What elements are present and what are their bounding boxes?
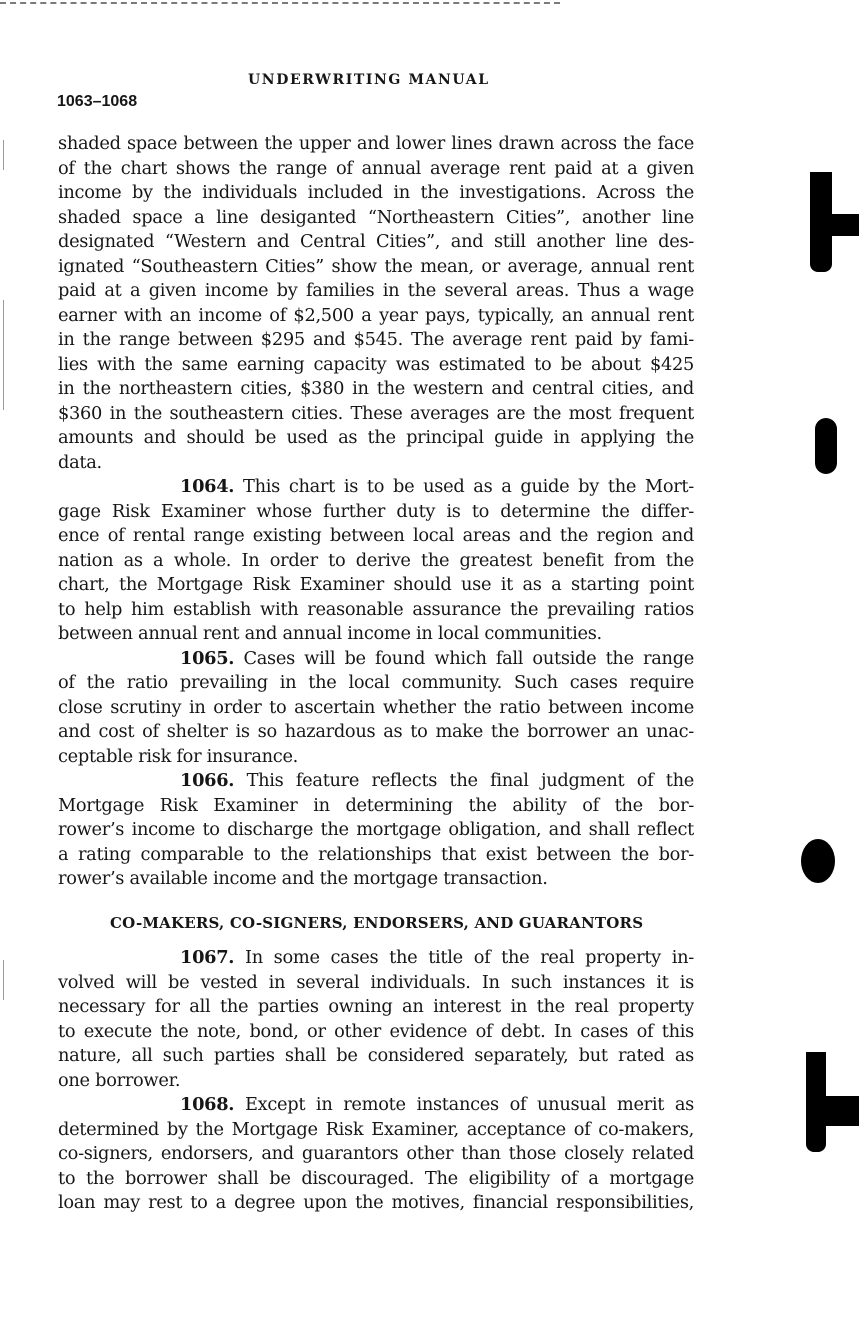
paragraph-first-line-text: In some cases the title of the real property in- <box>245 947 694 968</box>
paragraph-first-line-text: Except in remote instances of unusual merit as <box>244 1094 694 1115</box>
text-line: rower’s available income and the mortgage transaction. <box>58 868 548 889</box>
text-line: shaded space between the upper and lower lines drawn across the face <box>58 133 694 154</box>
text-line: nature, all such parties shall be considered separately, but rated as <box>58 1045 694 1066</box>
text-line: of the chart shows the range of annual average rent paid at a given <box>58 157 694 179</box>
text-line: close scrutiny in order to ascertain whether the ratio between income <box>58 696 694 718</box>
paragraph-1064 <box>58 475 694 647</box>
binding-edge-tick <box>3 300 4 410</box>
text-line: and cost of shelter is so hazardous as to make the borrower an unac- <box>58 721 694 742</box>
paragraph-first-line-text: Cases will be found which fall outside the range <box>243 647 694 669</box>
paragraph-number: 1064. <box>180 476 235 497</box>
text-line: amounts and should be used as the principal guide in applying the <box>58 427 694 448</box>
text-line: earner with an income of $2,500 a year pays, typically, an annual rent <box>58 304 694 326</box>
text-line: data. <box>58 451 102 473</box>
text-line: in the northeastern cities, $380 in the western and central cities, and <box>58 378 694 399</box>
text-line: to the borrower shall be discouraged. The eligibility of a mortgage <box>58 1167 694 1189</box>
text-line: gage Risk Examiner whose further duty is to determine the differ- <box>58 500 694 522</box>
text-line: $360 in the southeastern cities. These averages are the most frequent <box>58 402 694 424</box>
text-line: lies with the same earning capacity was estimated to be about $425 <box>58 353 694 375</box>
paragraph-first-line <box>58 946 694 971</box>
text-line: shaded space a line desiganted “Northeastern Cities”, another line <box>58 206 694 228</box>
top-edge-rule <box>0 2 560 4</box>
text-line: co-signers, endorsers, and guarantors other than those closely related <box>58 1143 694 1164</box>
paragraph-number: 1067. <box>180 947 235 968</box>
paragraph-number: 1065. <box>180 647 235 669</box>
paragraph-first-line <box>58 769 694 794</box>
text-line: ceptable risk for insurance. <box>58 745 299 767</box>
tab-mark-middle <box>815 418 837 474</box>
text-line: determined by the Mortgage Risk Examiner, acceptance of co-makers, <box>58 1118 694 1140</box>
binding-edge-tick <box>3 960 4 1000</box>
text-line: ence of rental range existing between local areas and the region and <box>58 525 694 546</box>
paragraph-first-line <box>58 647 694 672</box>
text-line: necessary for all the parties owning an interest in the real property <box>58 996 694 1017</box>
text-line: Mortgage Risk Examiner in determining the ability of the bor- <box>58 794 694 816</box>
text-line: between annual rent and annual income in local communities. <box>58 623 602 644</box>
text-line: designated “Western and Central Cities”, and still another line des- <box>58 231 694 252</box>
text-line: paid at a given income by families in the several areas. Thus a wage <box>58 280 694 301</box>
section-range: 1063–1068 <box>57 93 138 110</box>
text-line: nation as a whole. In order to derive the greatest benefit from the <box>58 549 694 571</box>
text-line: ignated “Southeastern Cities” show the mean, or average, annual rent <box>58 255 694 277</box>
paragraph-1066 <box>58 769 694 892</box>
tab-mark-top-arm <box>826 214 859 236</box>
tab-mark-bottom-arm <box>818 1096 859 1126</box>
paragraph-first-line-text: This chart is to be used as a guide by the Mort- <box>243 476 694 497</box>
text-line: of the ratio prevailing in the local community. Such cases require <box>58 672 694 693</box>
text-line: income by the individuals included in the investigations. Across the <box>58 182 694 203</box>
text-line: loan may rest to a degree upon the motives, financial responsibilities, <box>58 1192 694 1213</box>
paragraph-number: 1068. <box>180 1094 235 1115</box>
section-heading: CO-MAKERS, CO-SIGNERS, ENDORSERS, AND GUARANTORS <box>110 914 644 932</box>
paragraph-first-line <box>58 475 694 500</box>
text-line: chart, the Mortgage Risk Examiner should use it as a starting point <box>58 574 694 595</box>
paragraph-1067 <box>58 946 694 1093</box>
text-line: a rating comparable to the relationships that exist between the bor- <box>58 843 694 865</box>
paragraph-continued <box>58 132 694 475</box>
tab-mark-dot <box>801 839 835 883</box>
body-text-block-2 <box>58 946 694 1216</box>
paragraph-number: 1066. <box>180 770 235 791</box>
text-line: one borrower. <box>58 1069 181 1091</box>
paragraph-first-line-text: This feature reflects the final judgment of the <box>246 770 694 791</box>
binding-edge-tick <box>3 140 4 170</box>
paragraph-first-line <box>58 1093 694 1118</box>
text-line: in the range between $295 and $545. The average rent paid by fami- <box>58 329 694 350</box>
text-line: to help him establish with reasonable assurance the prevailing ratios <box>58 598 694 620</box>
text-line: rower’s income to discharge the mortgage obligation, and shall reflect <box>58 819 694 840</box>
paragraph-1065 <box>58 647 694 770</box>
paragraph-1068 <box>58 1093 694 1216</box>
body-text-block-1 <box>58 132 694 892</box>
text-line: to execute the note, bond, or other evidence of debt. In cases of this <box>58 1020 694 1042</box>
running-head: UNDERWRITING MANUAL <box>248 72 490 88</box>
text-line: volved will be vested in several individuals. In such instances it is <box>58 971 694 993</box>
